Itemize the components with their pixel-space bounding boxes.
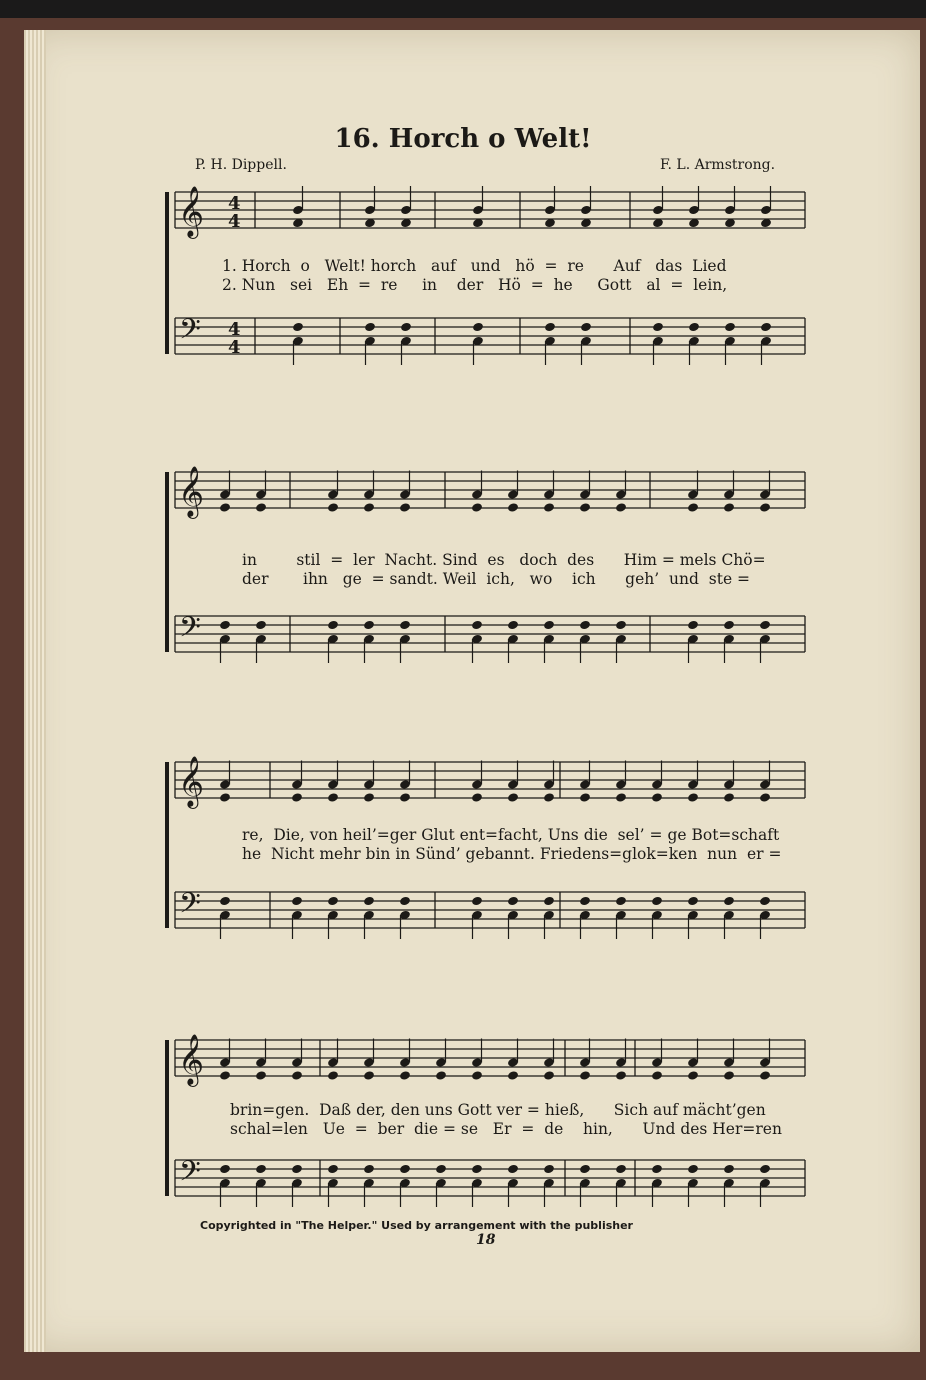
system-4-treble-note xyxy=(651,1070,663,1081)
system-3-bass-note xyxy=(759,896,771,907)
system-3-bass-note xyxy=(543,896,555,907)
system-4-treble-note xyxy=(291,1070,303,1081)
system-3-bass-note xyxy=(507,896,519,907)
system-2-bass-note xyxy=(219,620,231,631)
system-2-treble-note xyxy=(219,502,231,513)
system-4-bass-note xyxy=(327,1164,339,1175)
system-4-treble-note xyxy=(687,1070,699,1081)
system-2-treble-note xyxy=(615,502,627,513)
author-right: F. L. Armstrong. xyxy=(660,157,776,173)
hymn-title: 16. Horch o Welt! xyxy=(334,124,592,154)
staves xyxy=(167,186,805,1207)
system-4-bass-note xyxy=(687,1164,699,1175)
system-1-bass-note xyxy=(580,322,592,333)
page-number: 18 xyxy=(476,1232,496,1248)
system-1-treble-clef: 𝄞 xyxy=(178,186,205,237)
system-3-treble-note xyxy=(543,792,555,803)
system-4-treble-note xyxy=(543,1070,555,1081)
system-1-bass-note xyxy=(292,322,304,333)
system-4-treble-note xyxy=(327,1070,339,1081)
system-4-bass-note xyxy=(615,1164,627,1175)
system-4-treble-note xyxy=(399,1070,411,1081)
system-1-bass-note xyxy=(544,322,556,333)
system-1-bass-note xyxy=(472,322,484,333)
system-2-bass-note xyxy=(543,620,555,631)
system-4-treble-clef: 𝄞 xyxy=(178,1034,205,1085)
system-4-bass-note xyxy=(579,1164,591,1175)
system-3-treble-note xyxy=(471,792,483,803)
system-4-bass-note xyxy=(651,1164,663,1175)
system-3-bass-clef: 𝄢 xyxy=(179,887,201,927)
system-3-treble-note xyxy=(363,792,375,803)
system-1-lyrics-verse-2: 2. Nun sei Eh = re in der Hö = he Gott al = lein, xyxy=(222,276,728,294)
system-4-bass-note xyxy=(507,1164,519,1175)
system-3-treble-note xyxy=(579,792,591,803)
system-2-treble-note xyxy=(579,502,591,513)
system-2-bass-note xyxy=(507,620,519,631)
system-1-bass-note xyxy=(652,322,664,333)
system-4-treble-note xyxy=(471,1070,483,1081)
system-1-bass-note xyxy=(400,322,412,333)
system-3-bass-note xyxy=(687,896,699,907)
system-2-treble-note xyxy=(327,502,339,513)
system-2-treble-clef: 𝄞 xyxy=(178,466,205,517)
system-4-treble-note xyxy=(507,1070,519,1081)
system-3-bass-note xyxy=(651,896,663,907)
time-signature-treble: 4 xyxy=(228,193,241,214)
system-3-bass-note xyxy=(219,896,231,907)
system-2-bass-clef: 𝄢 xyxy=(179,611,201,651)
system-3-bass-note xyxy=(615,896,627,907)
system-4-bass-note xyxy=(219,1164,231,1175)
system-1-lyrics-verse-1: 1. Horch o Welt! horch auf und hö = re Auf das Lied xyxy=(222,257,727,275)
system-3-bass-note xyxy=(363,896,375,907)
system-1-bass-note xyxy=(688,322,700,333)
system-4-treble-note xyxy=(255,1070,267,1081)
copyright-note: Copyrighted in "The Helper." Used by arrangement with the publisher xyxy=(200,1219,633,1232)
system-3-treble-note xyxy=(291,792,303,803)
system-2-treble-note xyxy=(255,502,267,513)
system-4-lyrics-verse-2: schal=len Ue = ber die = se Er = de hin, Und des Her=ren xyxy=(230,1120,782,1138)
system-3-lyrics-verse-1: re, Die, von heil’=ger Glut ent=facht, Uns die sel’ = ge Bot=schaft xyxy=(242,826,780,844)
system-2-bass-note xyxy=(471,620,483,631)
system-4-treble-note xyxy=(219,1070,231,1081)
system-4-treble-note xyxy=(723,1070,735,1081)
system-3-bass-note xyxy=(291,896,303,907)
system-4-treble-note xyxy=(363,1070,375,1081)
system-3-treble-note xyxy=(219,792,231,803)
system-2-bass-note xyxy=(399,620,411,631)
system-3-treble-note xyxy=(723,792,735,803)
system-4-treble-note xyxy=(759,1070,771,1081)
author-left: P. H. Dippell. xyxy=(195,157,287,173)
system-3-bass-note xyxy=(399,896,411,907)
system-4-bass-note xyxy=(723,1164,735,1175)
system-2-bass-note xyxy=(363,620,375,631)
system-4-bass-note xyxy=(291,1164,303,1175)
system-4-bass-note xyxy=(471,1164,483,1175)
system-2-bass-note xyxy=(255,620,267,631)
system-2-treble-note xyxy=(471,502,483,513)
system-3-treble-note xyxy=(687,792,699,803)
system-2-treble-note xyxy=(687,502,699,513)
system-1-bass-note xyxy=(760,322,772,333)
system-2-bass-note xyxy=(759,620,771,631)
time-signature-bass: 4 xyxy=(228,337,241,358)
system-2-lyrics-verse-2: der ihn ge = sandt. Weil ich, wo ich geh’ und ste = xyxy=(242,570,751,588)
system-3-bass-note xyxy=(579,896,591,907)
system-4-bass-note xyxy=(363,1164,375,1175)
system-2-bass-note xyxy=(687,620,699,631)
time-signature-bass: 4 xyxy=(228,319,241,340)
system-2-treble-note xyxy=(759,502,771,513)
system-2-treble-note xyxy=(507,502,519,513)
system-2-bass-note xyxy=(579,620,591,631)
system-2-treble-note xyxy=(363,502,375,513)
system-4-bass-note xyxy=(543,1164,555,1175)
system-1-bass-note xyxy=(724,322,736,333)
system-4-bass-note xyxy=(255,1164,267,1175)
system-4-bass-note xyxy=(435,1164,447,1175)
system-3-treble-note xyxy=(507,792,519,803)
system-3-bass-note xyxy=(723,896,735,907)
system-3-treble-note xyxy=(327,792,339,803)
system-1-bass-note xyxy=(364,322,376,333)
system-2-lyrics-verse-1: in stil = ler Nacht. Sind es doch des Him = mels Chö= xyxy=(242,551,766,569)
system-2-treble-note xyxy=(543,502,555,513)
system-4-treble-note xyxy=(435,1070,447,1081)
system-3-treble-note xyxy=(615,792,627,803)
system-4-bass-note xyxy=(399,1164,411,1175)
system-3-lyrics-verse-2: he Nicht mehr bin in Sünd’ gebannt. Friedens=glok=ken nun er = xyxy=(242,845,782,863)
system-2-treble-note xyxy=(723,502,735,513)
system-1-bass-clef: 𝄢 xyxy=(179,313,201,353)
system-2-bass-note xyxy=(327,620,339,631)
system-3-treble-note xyxy=(399,792,411,803)
time-signature-treble: 4 xyxy=(228,211,241,232)
system-3-treble-note xyxy=(759,792,771,803)
system-4-bass-note xyxy=(759,1164,771,1175)
system-4-treble-note xyxy=(615,1070,627,1081)
system-3-treble-note xyxy=(651,792,663,803)
system-3-bass-note xyxy=(327,896,339,907)
system-2-treble-note xyxy=(399,502,411,513)
system-3-bass-note xyxy=(471,896,483,907)
system-2-bass-note xyxy=(723,620,735,631)
system-2-bass-note xyxy=(615,620,627,631)
system-4-lyrics-verse-1: brin=gen. Daß der, den uns Gott ver = hieß, Sich auf mächt’gen xyxy=(230,1101,766,1119)
system-4-treble-note xyxy=(579,1070,591,1081)
system-3-treble-clef: 𝄞 xyxy=(178,756,205,807)
system-4-bass-clef: 𝄢 xyxy=(179,1155,201,1195)
